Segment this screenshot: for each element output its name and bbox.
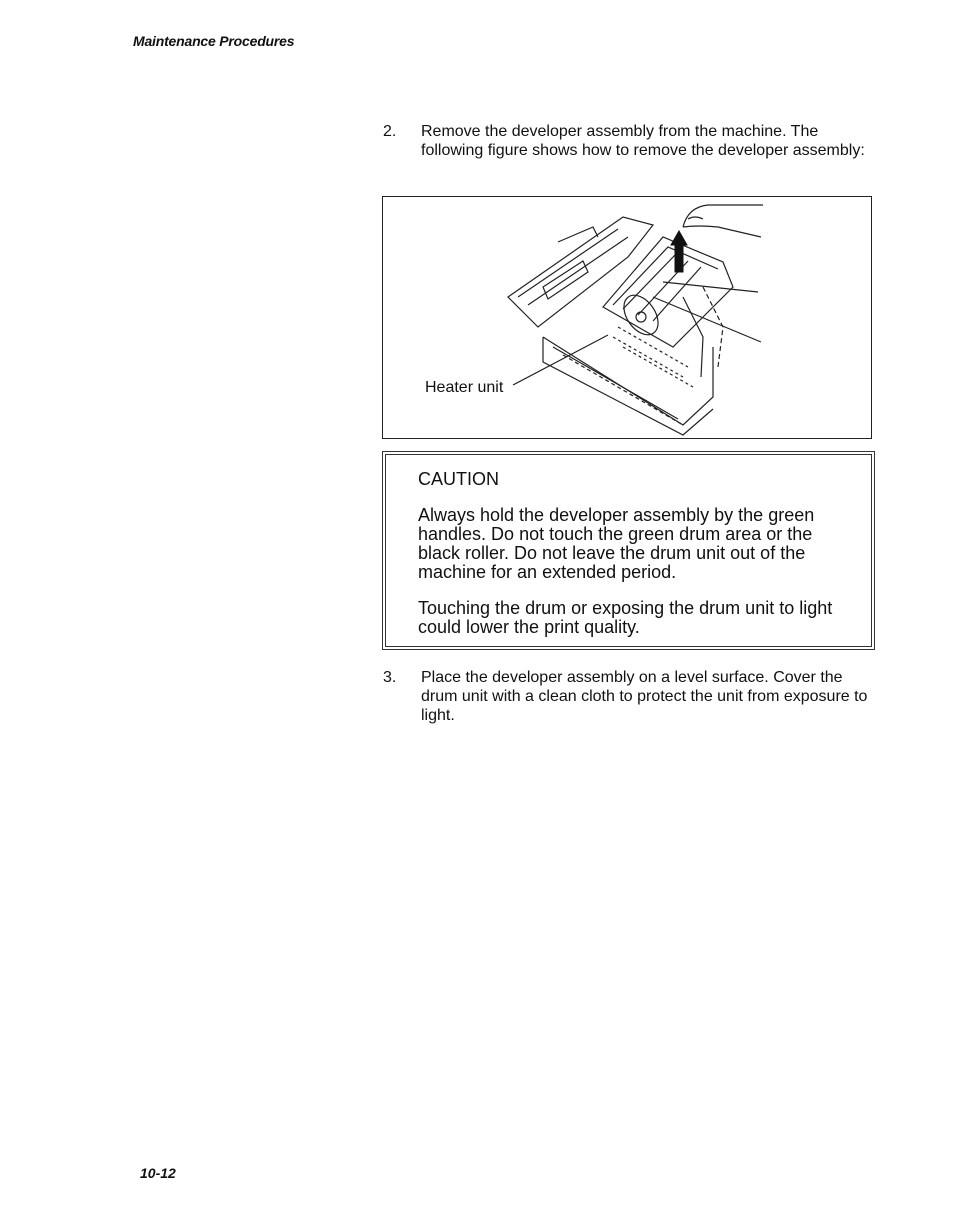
section-header: Maintenance Procedures [133, 33, 295, 49]
step-number: 2. [383, 123, 397, 140]
caution-paragraph: Touching the drum or exposing the drum unit to light could lower the print quality. [418, 598, 833, 637]
caution-paragraph: Always hold the developer assembly by the green handles. Do not touch the green drum area or the black roller. Do not leave the drum unit out of the machine for an extended period. [418, 505, 815, 582]
step-text: Remove the developer assembly from the machine. The following figure shows how to remove the developer assembly: [421, 123, 865, 159]
printer-illustration [383, 197, 873, 440]
step-2 [383, 122, 883, 160]
caution-box [382, 451, 875, 650]
step-text: Place the developer assembly on a level surface. Cover the drum unit with a clean cloth to protect the unit from exposure to light. [421, 669, 868, 724]
step-3 [383, 668, 883, 725]
developer-removal-figure [382, 196, 872, 439]
page-number: 10-12 [140, 1165, 176, 1181]
caution-title: CAUTION [418, 469, 499, 489]
step-number: 3. [383, 669, 397, 686]
heater-unit-label: Heater unit [425, 379, 504, 396]
